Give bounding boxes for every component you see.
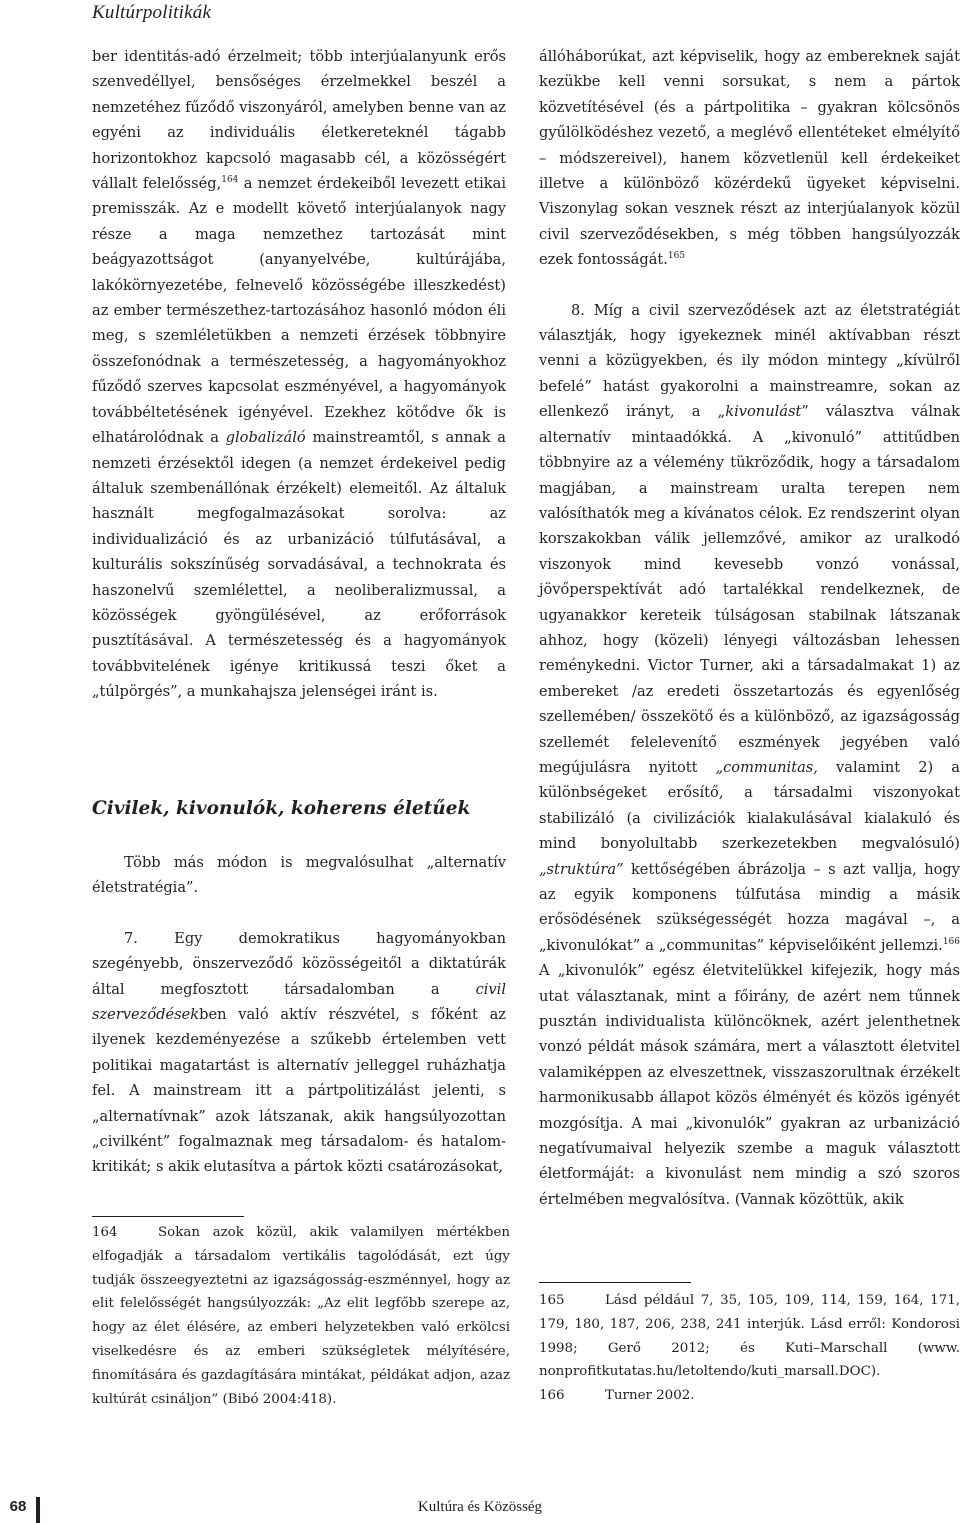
paragraph-intro: Több más módon is megvalósulhat „alternatív életstratégia”. <box>92 854 506 897</box>
paragraph-civil: 7. Egy demokratikus hagyományokban szegényebb, önszerveződő közösségeitől a diktatúrák által megfosztott társadalomban a civil szerveződésekben való aktív részvétel, s főként az ilyenek kezdeményezése a szűkebb értelemben vett politikai magatartást is alternatív jelleggel ruházhatja fel. A mainstream itt a pártpolitizálást jelenti, s „alternatívnak” azok látszanak, akik hangsúlyozottan „civilként” fogalmaznak meg társadalom- és hatalom-kritikát; s akik elutasítva a pártok közti csatározásokat, <box>92 929 506 1176</box>
footnote-166: 166 Turner 2002. <box>539 1388 695 1404</box>
page-number: 68 <box>9 1498 27 1515</box>
footnote-rule-right <box>539 1282 691 1283</box>
paragraph-withdrawal: 8. Míg a civil szerveződések azt az életstratégiát választják, hogy igyekeznek minél aktívabban részt venni a közügyekben, és ily módon mintegy „kívülről befelé” hatást gyakorolni a mainstreamre, sokan az ellenkező irányt, a „kivonulást” választva válnak alternatív mintaadókká. A „kivonuló” attitűdben többnyire az a vélemény tükröződik, hogy a társadalom magjában, a mainstream uralta terepen nem valósíthatók meg a kívánatos célok. Ez rendszerint olyan korszakokban válik jellemzővé, amikor az uralkodó viszonyok mind kevesebb vonzó vonással, jövőperspektívát adó tartalékkal rendelkeznek, de ugyanakkor kereteik túlságosan stabilnak látszanak ahhoz, hogy (közeli) lényegi változásban lehessen reménykedni. Victor Turner, aki a társadalmakat 1) az embereket /az eredeti összetartozás és egyenlőség szellemében/ összekötő és a különböző, az igazságosság szellemét felelevenítő eszmények jegyében való megújulásra nyitott „communitas, valamint 2) a különbségeket erősítő, a társadalmi viszonyokat stabilizáló (a civilizációk kialakulásával kialakuló és mind bonyolultabb szerkezetekben megvalósuló) „struktúra” kettőségében ábrázolja – s azt vallja, hogy az egyik komponens túlfutása mindig a másik erősödésének szükségességét hozza magával –, a „kivonulókat” a „communitas” képviselőiként jellemzi.$^{166}$ A „kivonulók” egész életvitelükkel kifejezik, hogy más utat választanak, mint a főirány, de azért nem tűnnek pusztán individualista különcöknek, azért jelenthetnek vonzó példát mások számára, mert a választott életvitel valamiképpen az elveszettnek, visszaszorultnak érzékelt harmonikusabb állapot közös élményét és közös igényét mozgósítja. A mai „kivonulók” gyakran az urbanizáció negatívumaival helyezik szembe a maguk választott életformáját: a kivonulást nem mindig a szó szoros értelmében megvalósítva. (Vannak közöttük, akik <box>539 301 960 1208</box>
journal-title: Kultúra és Közösség <box>417 1499 543 1515</box>
footnote-165: 165 Lásd például 7, 35, 105, 109, 114, 159, 164, 171, 179, 180, 187, 206, 238, 241 interjúk. Lásd erről: Kondorosi 1998; Gerő 2012; és Kuti–Marschall (www. nonprofitkutatas.hu/letoltendo/kuti_marsall.DOC). <box>539 1293 960 1380</box>
footnote-rule-left <box>92 1216 244 1217</box>
right-column <box>539 44 960 1212</box>
footnote-164: 164 Sokan azok közül, akik valamilyen mértékben elfogadják a társadalom vertikális tagolódását, ezt úgy tudják összeegyeztetni az igazságosság-eszménnyel, hogy az elit felelősségét hangsúlyozzák: „Az elit legfőbb szerepe az, hogy az élet élésére, az emberi helyzetekben való erkölcsi viselkedésre és az emberi szükségletek mélyítésére, finomítására és gazdagítására mintákat, példákat adjon, azaz kultúrát csináljon” (Bibó 2004:418). <box>92 1225 510 1407</box>
footnote-ref-165[interactable]: 165 <box>667 251 686 262</box>
section-heading: Civilek, kivonulók, koherens életűek <box>92 798 471 819</box>
left-column <box>92 44 506 705</box>
footnote-ref-166[interactable]: 166 <box>942 936 960 947</box>
footnotes-right <box>539 1289 960 1408</box>
left-column-section <box>92 850 506 1180</box>
running-head: Kultúrpolitikák <box>92 2 212 23</box>
footnote-ref-164[interactable]: 164 <box>221 175 239 186</box>
paragraph-civil-cont: állóháborúkat, azt képviselik, hogy az embereknek saját kezükbe kell venni sorsukat, s nem a pártok közvetítésével (és a pártpolitika – gyakran kölcsönös gyűlölködéshez vezető, a meglévő ellentéteket elmélyítő – módszereivel), hanem közvetlenül kell érdekeiket illetve a különböző közérdekű ügyeket képviselni. Viszonylag sokan vesznek részt az interjúalanyok közül civil szerveződésekben, s még többen hangsúlyozzák ezek fontosságát.$^{165}$ <box>539 48 960 269</box>
footnotes-left <box>92 1221 510 1411</box>
paragraph-identity: ber identitás-adó érzelmeit; több interjúalanyunk erős szenvedéllyel, bensőséges érzelmekkel beszél a nemzetéhez fűződő viszonyáról, amelyben benne van az egyéni az individuális életkereteknél tágabb horizontokhoz kapcsoló magasabb cél, a közösségért vállalt felelősség,$^{164}$ a nemzet érdekeiből levezett etikai premisszák. Az e modellt követő interjúalanyok nagy része a maga nemzethez tartozását mint beágyazottságot (anyanyelvébe, kultúrájába, lakókörnyezetébe, felnevelő közösségébe illeszkedést) az ember természethez-tartozásához hasonló módon éli meg, s szemléletükben a nemzeti érzések többnyire összefonódnak a természetesség, a hagyományokhoz fűződő szerves kapcsolat eszményével, a hagyományok továbbéltetésének igényével. Ezekhez kötődve ők is elhatárolódnak a globalizáló mainstreamtől, s annak a nemzeti érzésektől idegen (a nemzet érdekeivel pedig általuk szembenállónak érzékelt) elemeitől. Az általuk használt megfogalmazásokat sorolva: az individualizáció és az urbanizáció túlfutásával, a kulturális sokszínűség sorvadásával, a technokrata és haszonelvű szemlélettel, a neoliberalizmussal, a közösségek gyöngülésével, az erőforrások pusztításával. A természetesség és a hagyományok továbbvitelének igénye kritikussá teszi őket a „túlpörgés”, a munkahajsza jelenségei iránt is. <box>92 48 506 701</box>
